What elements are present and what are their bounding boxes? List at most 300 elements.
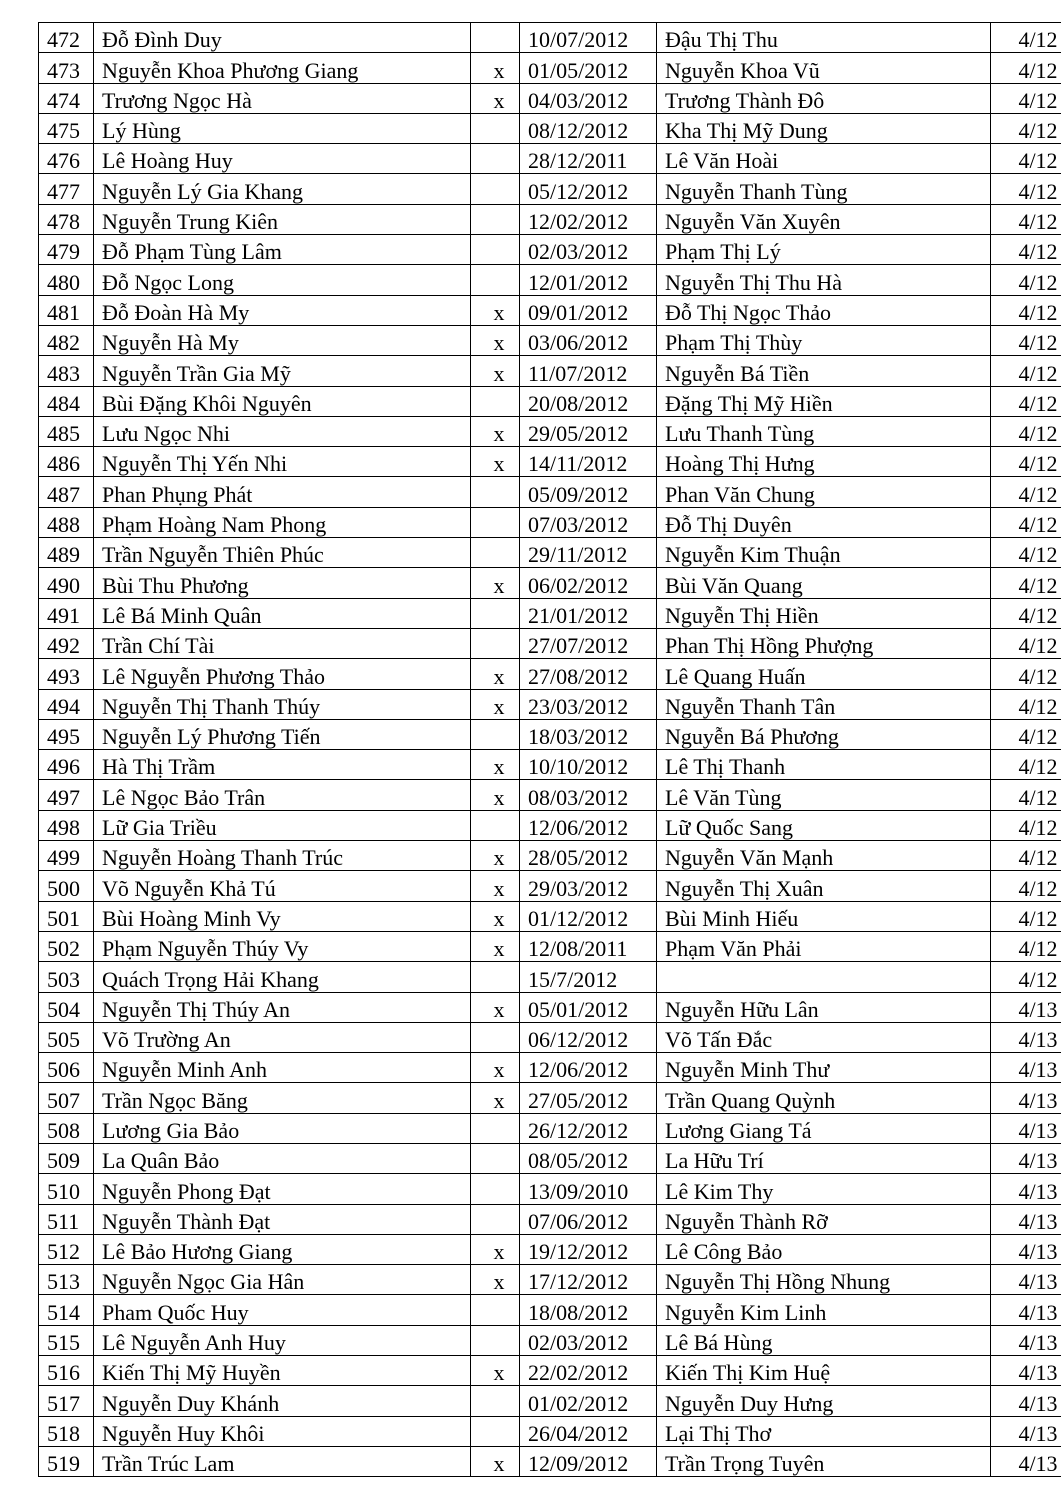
student-name: Trần Chí Tài xyxy=(94,628,471,658)
birth-date: 21/01/2012 xyxy=(520,598,657,628)
table-row xyxy=(39,113,1061,143)
female-mark xyxy=(471,1143,520,1173)
table-row xyxy=(39,83,1061,113)
student-name: Lê Bá Minh Quân xyxy=(94,598,471,628)
class-name: 4/12 xyxy=(991,507,1061,537)
roster-body xyxy=(39,23,1061,1477)
birth-date: 13/09/2010 xyxy=(520,1174,657,1204)
row-number: 489 xyxy=(39,538,94,568)
class-name: 4/12 xyxy=(991,386,1061,416)
row-number: 481 xyxy=(39,295,94,325)
student-name: Nguyễn Khoa Phương Giang xyxy=(94,53,471,83)
birth-date: 05/12/2012 xyxy=(520,174,657,204)
class-name: 4/13 xyxy=(991,1234,1061,1264)
female-mark xyxy=(471,962,520,992)
table-row xyxy=(39,1386,1061,1416)
class-name: 4/12 xyxy=(991,871,1061,901)
parent-name: Lưu Thanh Tùng xyxy=(657,416,991,446)
class-name: 4/12 xyxy=(991,750,1061,780)
row-number: 500 xyxy=(39,871,94,901)
female-mark xyxy=(471,1113,520,1143)
female-mark xyxy=(471,719,520,749)
parent-name: Hoàng Thị Hưng xyxy=(657,447,991,477)
female-mark xyxy=(471,507,520,537)
row-number: 488 xyxy=(39,507,94,537)
student-roster-table xyxy=(38,22,1061,1477)
student-name: Võ Nguyễn Khả Tú xyxy=(94,871,471,901)
parent-name: Nguyễn Kim Thuận xyxy=(657,538,991,568)
class-name: 4/12 xyxy=(991,53,1061,83)
parent-name: Phạm Thị Lý xyxy=(657,235,991,265)
student-name: Kiến Thị Mỹ Huyền xyxy=(94,1356,471,1386)
class-name: 4/12 xyxy=(991,447,1061,477)
parent-name xyxy=(657,962,991,992)
student-name: Phạm Hoàng Nam Phong xyxy=(94,507,471,537)
birth-date: 14/11/2012 xyxy=(520,447,657,477)
parent-name: Nguyễn Thanh Tùng xyxy=(657,174,991,204)
table-row xyxy=(39,23,1061,53)
student-name: Trương Ngọc Hà xyxy=(94,83,471,113)
student-name: Nguyễn Phong Đạt xyxy=(94,1174,471,1204)
female-mark: x xyxy=(471,1234,520,1264)
female-mark xyxy=(471,1174,520,1204)
birth-date: 06/12/2012 xyxy=(520,1022,657,1052)
student-name: Trần Nguyễn Thiên Phúc xyxy=(94,538,471,568)
class-name: 4/12 xyxy=(991,295,1061,325)
table-row xyxy=(39,174,1061,204)
table-row xyxy=(39,1325,1061,1355)
row-number: 492 xyxy=(39,628,94,658)
table-row xyxy=(39,780,1061,810)
birth-date: 08/03/2012 xyxy=(520,780,657,810)
student-name: Nguyễn Hoàng Thanh Trúc xyxy=(94,841,471,871)
female-mark xyxy=(471,1386,520,1416)
class-name: 4/13 xyxy=(991,1113,1061,1143)
table-row xyxy=(39,1022,1061,1052)
class-name: 4/13 xyxy=(991,1083,1061,1113)
birth-date: 29/11/2012 xyxy=(520,538,657,568)
parent-name: Nguyễn Duy Hưng xyxy=(657,1386,991,1416)
student-name: Lưu Ngọc Nhi xyxy=(94,416,471,446)
row-number: 480 xyxy=(39,265,94,295)
student-name: Lê Ngọc Bảo Trân xyxy=(94,780,471,810)
birth-date: 09/01/2012 xyxy=(520,295,657,325)
female-mark xyxy=(471,265,520,295)
table-row xyxy=(39,204,1061,234)
birth-date: 29/03/2012 xyxy=(520,871,657,901)
parent-name: Nguyễn Thị Hồng Nhung xyxy=(657,1265,991,1295)
female-mark xyxy=(471,1022,520,1052)
table-row xyxy=(39,1446,1061,1476)
student-name: Trần Trúc Lam xyxy=(94,1446,471,1476)
female-mark: x xyxy=(471,53,520,83)
table-row xyxy=(39,659,1061,689)
row-number: 491 xyxy=(39,598,94,628)
row-number: 473 xyxy=(39,53,94,83)
female-mark: x xyxy=(471,568,520,598)
class-name: 4/12 xyxy=(991,235,1061,265)
female-mark: x xyxy=(471,871,520,901)
row-number: 507 xyxy=(39,1083,94,1113)
table-row xyxy=(39,477,1061,507)
birth-date: 15/7/2012 xyxy=(520,962,657,992)
class-name: 4/13 xyxy=(991,1265,1061,1295)
birth-date: 17/12/2012 xyxy=(520,1265,657,1295)
parent-name: Lê Kim Thy xyxy=(657,1174,991,1204)
class-name: 4/12 xyxy=(991,689,1061,719)
birth-date: 29/05/2012 xyxy=(520,416,657,446)
parent-name: La Hữu Trí xyxy=(657,1143,991,1173)
class-name: 4/13 xyxy=(991,1386,1061,1416)
female-mark xyxy=(471,386,520,416)
parent-name: Nguyễn Khoa Vũ xyxy=(657,53,991,83)
row-number: 515 xyxy=(39,1325,94,1355)
parent-name: Lê Văn Hoài xyxy=(657,144,991,174)
row-number: 485 xyxy=(39,416,94,446)
female-mark xyxy=(471,1295,520,1325)
female-mark: x xyxy=(471,1053,520,1083)
birth-date: 08/12/2012 xyxy=(520,113,657,143)
row-number: 503 xyxy=(39,962,94,992)
row-number: 483 xyxy=(39,356,94,386)
row-number: 476 xyxy=(39,144,94,174)
parent-name: Trương Thành Đô xyxy=(657,83,991,113)
parent-name: Đặng Thị Mỹ Hiền xyxy=(657,386,991,416)
student-name: Nguyễn Trung Kiên xyxy=(94,204,471,234)
female-mark xyxy=(471,538,520,568)
table-row xyxy=(39,901,1061,931)
female-mark: x xyxy=(471,295,520,325)
row-number: 472 xyxy=(39,23,94,53)
table-row xyxy=(39,1416,1061,1446)
table-row xyxy=(39,871,1061,901)
student-name: Nguyễn Thị Yến Nhi xyxy=(94,447,471,477)
birth-date: 03/06/2012 xyxy=(520,325,657,355)
class-name: 4/12 xyxy=(991,659,1061,689)
female-mark xyxy=(471,1325,520,1355)
table-row xyxy=(39,265,1061,295)
table-row xyxy=(39,1204,1061,1234)
class-name: 4/12 xyxy=(991,477,1061,507)
female-mark: x xyxy=(471,416,520,446)
student-name: Lê Nguyễn Phương Thảo xyxy=(94,659,471,689)
row-number: 513 xyxy=(39,1265,94,1295)
parent-name: Bùi Minh Hiếu xyxy=(657,901,991,931)
female-mark xyxy=(471,144,520,174)
student-name: Đỗ Đoàn Hà My xyxy=(94,295,471,325)
table-row xyxy=(39,144,1061,174)
student-name: Phan Phụng Phát xyxy=(94,477,471,507)
parent-name: Bùi Văn Quang xyxy=(657,568,991,598)
parent-name: Nguyễn Thị Xuân xyxy=(657,871,991,901)
table-row xyxy=(39,1174,1061,1204)
female-mark xyxy=(471,477,520,507)
table-row xyxy=(39,1295,1061,1325)
female-mark xyxy=(471,1416,520,1446)
student-name: Lê Nguyễn Anh Huy xyxy=(94,1325,471,1355)
student-name: Lý Hùng xyxy=(94,113,471,143)
parent-name: Nguyễn Kim Linh xyxy=(657,1295,991,1325)
birth-date: 05/09/2012 xyxy=(520,477,657,507)
parent-name: Võ Tấn Đắc xyxy=(657,1022,991,1052)
row-number: 475 xyxy=(39,113,94,143)
student-name: Nguyễn Lý Gia Khang xyxy=(94,174,471,204)
row-number: 479 xyxy=(39,235,94,265)
row-number: 506 xyxy=(39,1053,94,1083)
class-name: 4/12 xyxy=(991,628,1061,658)
birth-date: 27/08/2012 xyxy=(520,659,657,689)
table-row xyxy=(39,810,1061,840)
class-name: 4/12 xyxy=(991,538,1061,568)
female-mark: x xyxy=(471,83,520,113)
row-number: 504 xyxy=(39,992,94,1022)
birth-date: 12/02/2012 xyxy=(520,204,657,234)
female-mark: x xyxy=(471,992,520,1022)
parent-name: Lê Công Bảo xyxy=(657,1234,991,1264)
student-name: Nguyễn Thị Thúy An xyxy=(94,992,471,1022)
female-mark: x xyxy=(471,841,520,871)
parent-name: Trần Trọng Tuyên xyxy=(657,1446,991,1476)
student-name: Nguyễn Ngọc Gia Hân xyxy=(94,1265,471,1295)
class-name: 4/13 xyxy=(991,992,1061,1022)
class-name: 4/12 xyxy=(991,204,1061,234)
student-name: Phạm Nguyễn Thúy Vy xyxy=(94,931,471,961)
female-mark: x xyxy=(471,356,520,386)
birth-date: 26/12/2012 xyxy=(520,1113,657,1143)
table-row xyxy=(39,53,1061,83)
row-number: 496 xyxy=(39,750,94,780)
class-name: 4/12 xyxy=(991,265,1061,295)
student-name: Lê Hoàng Huy xyxy=(94,144,471,174)
female-mark: x xyxy=(471,931,520,961)
class-name: 4/12 xyxy=(991,719,1061,749)
female-mark xyxy=(471,113,520,143)
row-number: 505 xyxy=(39,1022,94,1052)
birth-date: 22/02/2012 xyxy=(520,1356,657,1386)
class-name: 4/13 xyxy=(991,1356,1061,1386)
row-number: 487 xyxy=(39,477,94,507)
class-name: 4/12 xyxy=(991,23,1061,53)
parent-name: Trần Quang Quỳnh xyxy=(657,1083,991,1113)
birth-date: 01/05/2012 xyxy=(520,53,657,83)
table-row xyxy=(39,507,1061,537)
table-row xyxy=(39,1053,1061,1083)
row-number: 497 xyxy=(39,780,94,810)
birth-date: 07/06/2012 xyxy=(520,1204,657,1234)
student-name: Bùi Thu Phương xyxy=(94,568,471,598)
birth-date: 28/12/2011 xyxy=(520,144,657,174)
row-number: 486 xyxy=(39,447,94,477)
class-name: 4/12 xyxy=(991,83,1061,113)
student-name: Nguyễn Minh Anh xyxy=(94,1053,471,1083)
row-number: 502 xyxy=(39,931,94,961)
student-name: Đỗ Ngọc Long xyxy=(94,265,471,295)
parent-name: Nguyễn Bá Tiền xyxy=(657,356,991,386)
parent-name: Lê Quang Huấn xyxy=(657,659,991,689)
parent-name: Kiến Thị Kim Huệ xyxy=(657,1356,991,1386)
birth-date: 01/12/2012 xyxy=(520,901,657,931)
row-number: 477 xyxy=(39,174,94,204)
parent-name: Lữ Quốc Sang xyxy=(657,810,991,840)
female-mark xyxy=(471,598,520,628)
row-number: 519 xyxy=(39,1446,94,1476)
birth-date: 19/12/2012 xyxy=(520,1234,657,1264)
female-mark: x xyxy=(471,447,520,477)
birth-date: 20/08/2012 xyxy=(520,386,657,416)
row-number: 474 xyxy=(39,83,94,113)
class-name: 4/13 xyxy=(991,1416,1061,1446)
female-mark: x xyxy=(471,689,520,719)
birth-date: 12/06/2012 xyxy=(520,810,657,840)
table-row xyxy=(39,962,1061,992)
parent-name: Phan Văn Chung xyxy=(657,477,991,507)
row-number: 482 xyxy=(39,325,94,355)
class-name: 4/12 xyxy=(991,416,1061,446)
table-row xyxy=(39,1083,1061,1113)
table-row xyxy=(39,841,1061,871)
table-row xyxy=(39,992,1061,1022)
student-name: Nguyễn Thành Đạt xyxy=(94,1204,471,1234)
birth-date: 02/03/2012 xyxy=(520,1325,657,1355)
student-name: Nguyễn Thị Thanh Thúy xyxy=(94,689,471,719)
parent-name: Lê Bá Hùng xyxy=(657,1325,991,1355)
row-number: 514 xyxy=(39,1295,94,1325)
birth-date: 28/05/2012 xyxy=(520,841,657,871)
student-name: Lê Bảo Hương Giang xyxy=(94,1234,471,1264)
row-number: 501 xyxy=(39,901,94,931)
row-number: 518 xyxy=(39,1416,94,1446)
student-name: Quách Trọng Hải Khang xyxy=(94,962,471,992)
birth-date: 12/01/2012 xyxy=(520,265,657,295)
class-name: 4/13 xyxy=(991,1446,1061,1476)
row-number: 495 xyxy=(39,719,94,749)
parent-name: Đậu Thị Thu xyxy=(657,23,991,53)
student-name: Bùi Đặng Khôi Nguyên xyxy=(94,386,471,416)
class-name: 4/12 xyxy=(991,113,1061,143)
parent-name: Nguyễn Minh Thư xyxy=(657,1053,991,1083)
class-name: 4/13 xyxy=(991,1204,1061,1234)
class-name: 4/12 xyxy=(991,144,1061,174)
birth-date: 12/06/2012 xyxy=(520,1053,657,1083)
table-row xyxy=(39,689,1061,719)
parent-name: Nguyễn Thanh Tân xyxy=(657,689,991,719)
student-name: Võ Trường An xyxy=(94,1022,471,1052)
birth-date: 05/01/2012 xyxy=(520,992,657,1022)
parent-name: Nguyễn Thành Rỡ xyxy=(657,1204,991,1234)
class-name: 4/12 xyxy=(991,841,1061,871)
row-number: 484 xyxy=(39,386,94,416)
female-mark: x xyxy=(471,901,520,931)
class-name: 4/12 xyxy=(991,174,1061,204)
row-number: 499 xyxy=(39,841,94,871)
female-mark: x xyxy=(471,750,520,780)
parent-name: Nguyễn Thị Hiền xyxy=(657,598,991,628)
student-name: Trần Ngọc Băng xyxy=(94,1083,471,1113)
row-number: 509 xyxy=(39,1143,94,1173)
birth-date: 10/10/2012 xyxy=(520,750,657,780)
class-name: 4/12 xyxy=(991,901,1061,931)
row-number: 517 xyxy=(39,1386,94,1416)
birth-date: 27/07/2012 xyxy=(520,628,657,658)
female-mark: x xyxy=(471,1356,520,1386)
class-name: 4/12 xyxy=(991,810,1061,840)
student-name: Đỗ Phạm Tùng Lâm xyxy=(94,235,471,265)
table-row xyxy=(39,1234,1061,1264)
parent-name: Nguyễn Bá Phương xyxy=(657,719,991,749)
class-name: 4/13 xyxy=(991,1053,1061,1083)
student-name: Đỗ Đình Duy xyxy=(94,23,471,53)
row-number: 490 xyxy=(39,568,94,598)
parent-name: Lê Thị Thanh xyxy=(657,750,991,780)
parent-name: Nguyễn Văn Xuyên xyxy=(657,204,991,234)
parent-name: Phạm Thị Thùy xyxy=(657,325,991,355)
birth-date: 18/08/2012 xyxy=(520,1295,657,1325)
table-row xyxy=(39,356,1061,386)
class-name: 4/13 xyxy=(991,1174,1061,1204)
student-name: Nguyễn Lý Phương Tiến xyxy=(94,719,471,749)
table-row xyxy=(39,1113,1061,1143)
female-mark: x xyxy=(471,1083,520,1113)
birth-date: 02/03/2012 xyxy=(520,235,657,265)
female-mark xyxy=(471,204,520,234)
female-mark: x xyxy=(471,325,520,355)
table-row xyxy=(39,1265,1061,1295)
class-name: 4/13 xyxy=(991,1143,1061,1173)
female-mark xyxy=(471,23,520,53)
table-row xyxy=(39,598,1061,628)
birth-date: 01/02/2012 xyxy=(520,1386,657,1416)
birth-date: 12/09/2012 xyxy=(520,1446,657,1476)
table-row xyxy=(39,295,1061,325)
parent-name: Lại Thị Thơ xyxy=(657,1416,991,1446)
table-row xyxy=(39,719,1061,749)
class-name: 4/12 xyxy=(991,356,1061,386)
student-name: Nguyễn Trần Gia Mỹ xyxy=(94,356,471,386)
female-mark xyxy=(471,810,520,840)
table-row xyxy=(39,931,1061,961)
table-row xyxy=(39,1143,1061,1173)
parent-name: Nguyễn Thị Thu Hà xyxy=(657,265,991,295)
row-number: 516 xyxy=(39,1356,94,1386)
class-name: 4/12 xyxy=(991,568,1061,598)
student-name: Nguyễn Duy Khánh xyxy=(94,1386,471,1416)
class-name: 4/12 xyxy=(991,780,1061,810)
female-mark xyxy=(471,235,520,265)
birth-date: 11/07/2012 xyxy=(520,356,657,386)
table-row xyxy=(39,568,1061,598)
female-mark xyxy=(471,174,520,204)
class-name: 4/13 xyxy=(991,1022,1061,1052)
table-row xyxy=(39,1356,1061,1386)
row-number: 508 xyxy=(39,1113,94,1143)
student-name: Lữ Gia Triều xyxy=(94,810,471,840)
table-row xyxy=(39,386,1061,416)
parent-name: Lê Văn Tùng xyxy=(657,780,991,810)
birth-date: 26/04/2012 xyxy=(520,1416,657,1446)
birth-date: 04/03/2012 xyxy=(520,83,657,113)
female-mark xyxy=(471,1204,520,1234)
table-row xyxy=(39,538,1061,568)
birth-date: 10/07/2012 xyxy=(520,23,657,53)
birth-date: 18/03/2012 xyxy=(520,719,657,749)
parent-name: Đỗ Thị Ngọc Thảo xyxy=(657,295,991,325)
class-name: 4/12 xyxy=(991,962,1061,992)
class-name: 4/12 xyxy=(991,325,1061,355)
class-name: 4/13 xyxy=(991,1325,1061,1355)
row-number: 498 xyxy=(39,810,94,840)
student-name: Pham Quốc Huy xyxy=(94,1295,471,1325)
student-name: Hà Thị Trầm xyxy=(94,750,471,780)
